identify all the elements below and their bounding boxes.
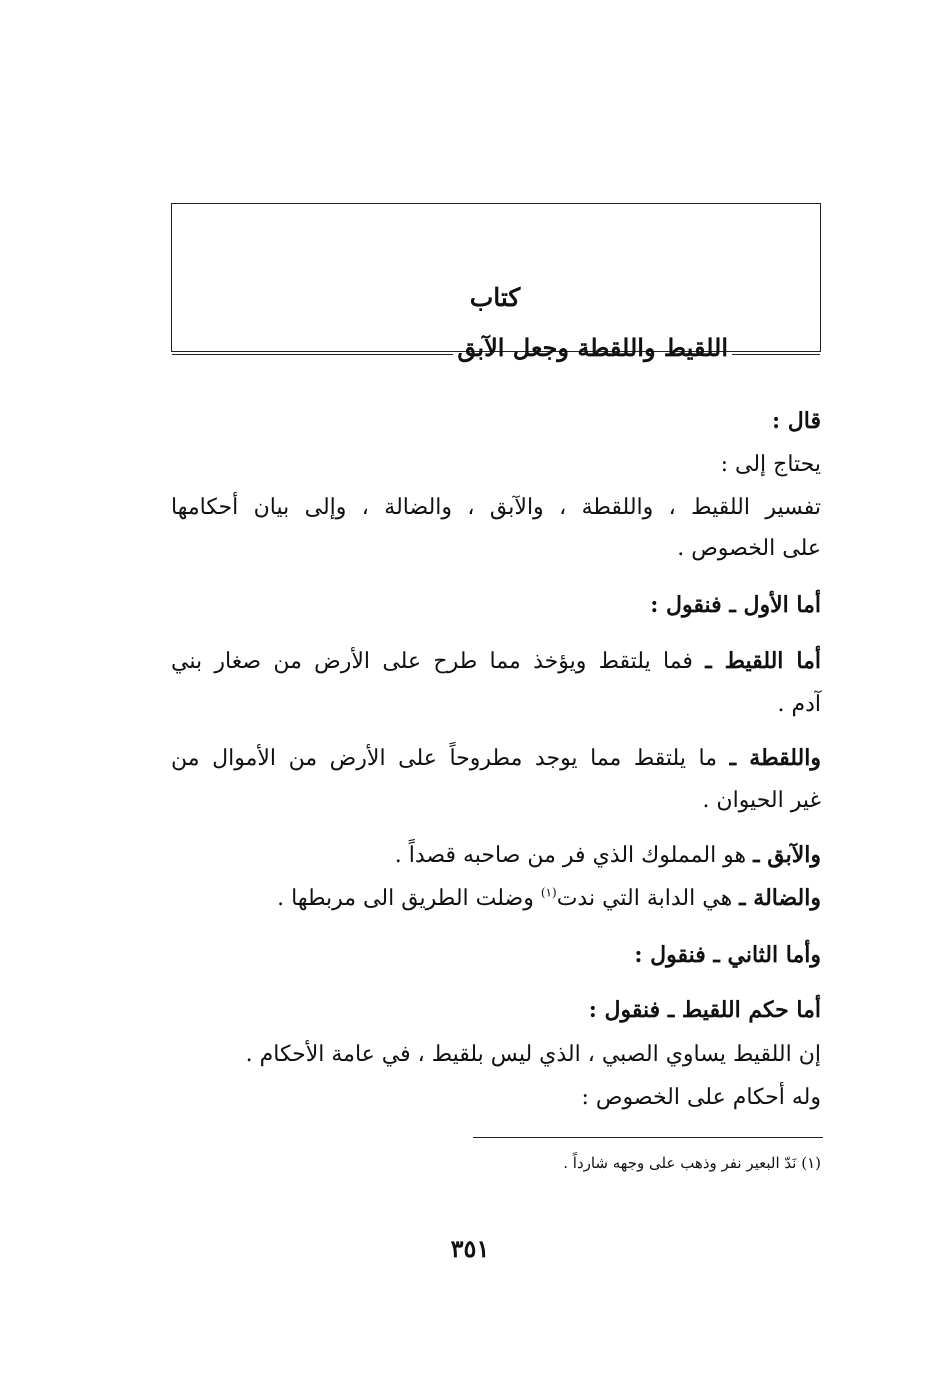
title-rule-left — [172, 354, 453, 355]
dalla-term: والضالة ـ — [739, 885, 821, 911]
dalla-definition-end: وضلت الطريق الى مربطها . — [277, 886, 534, 911]
laqit-line-2: آدم . — [777, 692, 821, 717]
yahtaj-line: يحتاج إلى : — [720, 452, 821, 477]
laqit-term: أما اللقيط ـ — [705, 648, 821, 674]
hukm-heading: أما حكم اللقيط ـ فنقول : — [588, 997, 821, 1023]
footnote-separator — [473, 1137, 823, 1138]
chapter-title-row — [172, 330, 820, 364]
qal-line: قال : — [772, 408, 821, 434]
first-heading: أما الأول ـ فنقول : — [650, 592, 821, 618]
page-number: ٣٥١ — [450, 1234, 490, 1263]
footnote-text: (١) نَدّ البعير نفر وذهب على وجهه شارداً . — [563, 1154, 821, 1172]
laqit-line-1 — [171, 648, 821, 675]
intro-line-2: على الخصوص . — [677, 536, 821, 561]
footnote-reference[interactable]: (١) — [540, 885, 557, 900]
abiq-line — [395, 842, 821, 869]
luqta-definition: ما يلتقط مما يوجد مطروحاً على الأرض من الأموال من — [171, 746, 718, 771]
abiq-definition: هو المملوك الذي فر من صاحبه قصداً . — [394, 843, 747, 868]
second-heading: وأما الثاني ـ فنقول : — [634, 942, 821, 968]
intro-line-1: تفسير اللقيط ، واللقطة ، والآبق ، والضالة ، وإلى بيان أحكامها — [171, 495, 821, 520]
chapter-title: اللقيط واللقطة وجعل الآبق — [457, 332, 728, 362]
title-rule-right — [732, 354, 820, 355]
book-word-heading: كتاب — [469, 283, 521, 312]
luqta-term: واللقطة ـ — [729, 745, 821, 771]
luqta-line-1 — [171, 745, 821, 772]
abiq-term: والآبق ـ — [753, 842, 821, 868]
hukm-line-2: وله أحكام على الخصوص : — [581, 1085, 821, 1110]
dalla-line — [277, 885, 821, 912]
laqit-definition: فما يلتقط ويؤخذ مما طرح على الأرض من صغار بني — [171, 649, 693, 674]
luqta-line-2: غير الحيوان . — [702, 788, 821, 813]
hukm-line-1: إن اللقيط يساوي الصبي ، الذي ليس بلقيط ، في عامة الأحكام . — [245, 1042, 821, 1067]
dalla-definition-start: هي الدابة التي ندت — [556, 886, 733, 911]
